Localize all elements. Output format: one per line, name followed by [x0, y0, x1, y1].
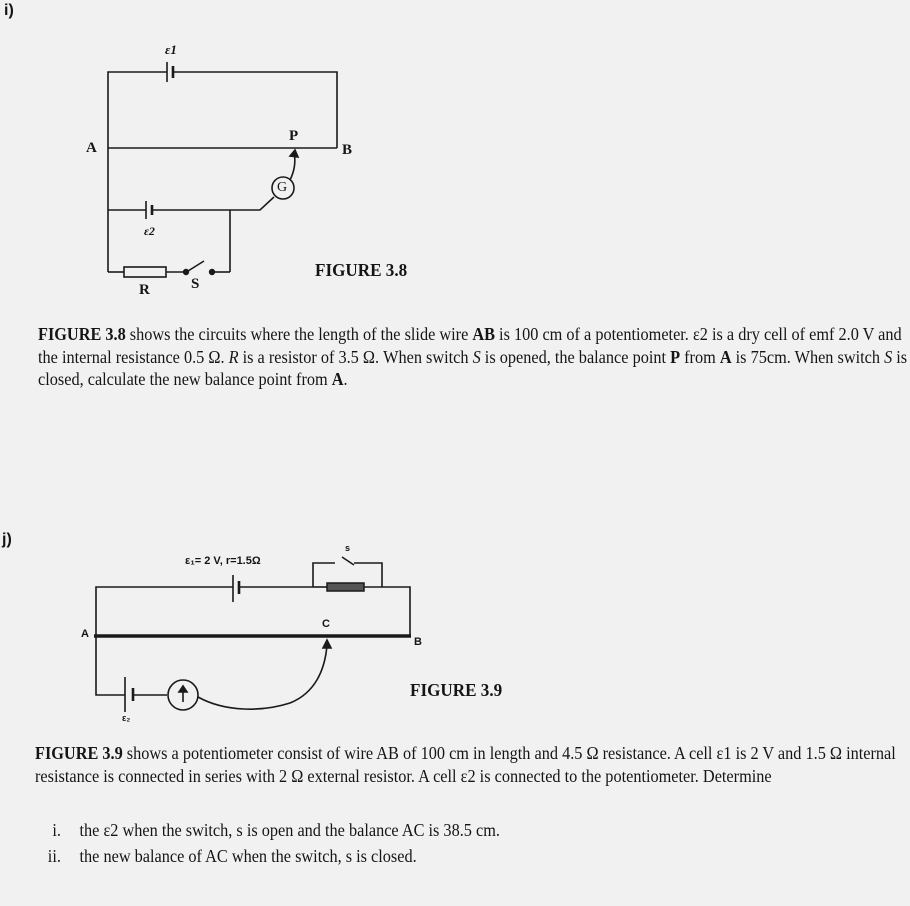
text-s: S [884, 346, 893, 367]
text: is 100 cm of a potentiometer. ε2 is a dry cell of emf 2.0 V and the internal resistance 0.5 Ω. [38, 324, 902, 367]
label-b: B [342, 142, 353, 158]
subquestion-text: the ε2 when the switch, s is open and the balance AC is 38.5 cm. [79, 820, 500, 840]
text: from [680, 346, 720, 367]
text-p: P [670, 346, 681, 367]
text: shows a potentiometer consist of wire AB of 100 cm in length and 4.5 Ω resistance. A cell ε1 is 2 V and 1.5 Ω internal resistance is connected in series with 2 Ω external resistor. A cell ε2 is connected to the potentiometer. Determine [35, 743, 896, 786]
label-e1: ε1 [165, 42, 177, 57]
label-a-j: A [81, 628, 89, 640]
text: . [343, 369, 348, 389]
label-p: P [289, 128, 299, 144]
question-label-j: j) [2, 531, 12, 548]
label-b-j: B [414, 636, 422, 648]
label-a: A [86, 140, 97, 156]
subquestion-number: i. [52, 820, 61, 840]
text: is a resistor of 3.5 Ω. When switch [238, 346, 473, 367]
subquestion-number: ii. [47, 846, 61, 866]
text-a: A [719, 346, 732, 367]
label-r: R [139, 282, 150, 298]
figure-caption-3-8: FIGURE 3.8 [315, 260, 408, 280]
text-ab: AB [472, 324, 495, 344]
label-e2-j: ε₂ [122, 713, 131, 723]
subquestion-ii [20, 846, 417, 867]
question-label-i: i) [4, 2, 14, 19]
label-switch-s: s [345, 543, 351, 553]
label-e2: ε2 [144, 224, 155, 238]
label-c: C [322, 618, 330, 630]
fig-ref: FIGURE 3.9 [35, 743, 123, 763]
text: is 75cm. When switch [731, 346, 885, 367]
text-r: R [228, 346, 239, 367]
figure-caption-3-9: FIGURE 3.9 [410, 680, 503, 700]
text: is closed, calculate the new balance point from [38, 346, 908, 389]
label-e1-j: ε₁= 2 V, r=1.5Ω [185, 555, 261, 567]
galvanometer-label: G [277, 180, 288, 195]
text: is opened, the balance point [480, 346, 671, 367]
subquestion-text: the new balance of AC when the switch, s is closed. [79, 846, 417, 866]
fig-ref: FIGURE 3.8 [38, 324, 126, 344]
subquestion-i [20, 820, 500, 841]
label-s: S [191, 276, 200, 292]
question-j-paragraph [35, 742, 909, 787]
text-s: S [472, 346, 481, 367]
text: shows the circuits where the length of the slide wire [125, 324, 473, 344]
text-a: A [331, 369, 344, 389]
